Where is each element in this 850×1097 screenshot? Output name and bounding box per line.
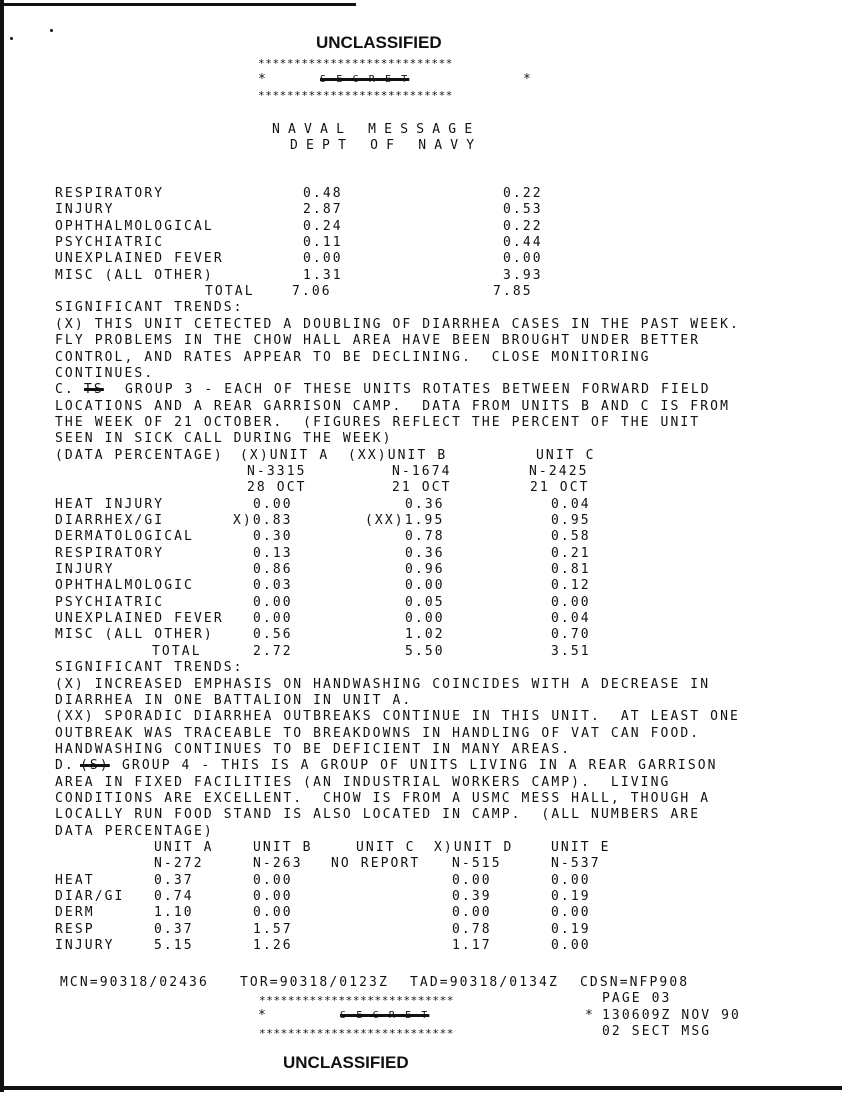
table1-row	[0, 251, 850, 266]
value: 0.44	[503, 235, 543, 251]
row-label: MISC (ALL OTHER)	[55, 627, 214, 643]
value: 0.74	[154, 889, 194, 905]
value: 0.56	[253, 627, 293, 643]
table1-row	[0, 202, 850, 217]
value: 0.00	[551, 872, 591, 888]
trend-line: (X) THIS UNIT CETECTED A DOUBLING OF DIARRHEA CASES IN THE PAST WEEK.	[55, 316, 740, 332]
total-label: TOTAL	[152, 643, 202, 659]
table1-total-row	[0, 284, 850, 299]
table2-row	[0, 611, 850, 626]
footer-secret-struck: S E C R E T	[340, 1010, 430, 1021]
value: (XX)1.95	[365, 513, 445, 528]
footer-page: PAGE 03	[602, 991, 672, 1006]
column-header: UNIT C	[536, 447, 596, 463]
value: 0.00	[253, 594, 293, 610]
table-caption: (DATA PERCENTAGE)	[55, 447, 224, 463]
paragraph-line: AREA IN FIXED FACILITIES (AN INDUSTRIAL WORKERS CAMP). LIVING	[55, 774, 671, 790]
trend-line: (XX) SPORADIC DIARRHEA OUTBREAKS CONTINUE IN THIS UNIT. AT LEAST ONE	[55, 709, 740, 725]
unit-date: 21 OCT	[530, 480, 590, 496]
value: 0.00	[303, 251, 343, 267]
trend-line: HANDWASHING CONTINUES TO BE DEFICIENT IN MANY AREAS.	[55, 741, 572, 757]
trend-line: DIARRHEA IN ONE BATTALION IN UNIT A.	[55, 692, 413, 708]
unit-n: NO REPORT	[331, 856, 421, 872]
column-header: (XX)UNIT B	[348, 447, 448, 463]
column-header: UNIT B	[253, 840, 313, 855]
unit-n: N-515	[452, 856, 502, 872]
value: 1.26	[253, 938, 293, 954]
value: 0.78	[452, 921, 492, 937]
paragraph-line: SEEN IN SICK CALL DURING THE WEEK)	[55, 431, 393, 447]
table3-row	[0, 889, 850, 904]
column-header: (X)UNIT A	[240, 447, 330, 463]
value: 0.00	[452, 872, 492, 888]
row-label: OPHTHALMOLOGICAL	[55, 218, 214, 234]
footer-secret-star-left: *	[258, 1008, 268, 1023]
table2-header	[0, 448, 850, 463]
value: 0.19	[551, 921, 591, 937]
trend-line: OUTBREAK WAS TRACEABLE TO BREAKDOWNS IN HANDLING OF VAT CAN FOOD.	[55, 725, 701, 741]
row-label: DERMATOLOGICAL	[55, 529, 194, 545]
total-value: 7.06	[292, 284, 332, 300]
row-label: UNEXPLAINED FEVER	[55, 611, 224, 627]
value: 0.00	[405, 611, 445, 627]
unit-n: N-263	[253, 856, 303, 872]
value: 0.36	[405, 545, 445, 561]
secret-struck: S E C R E T	[320, 74, 410, 85]
value: 0.78	[405, 529, 445, 545]
value: 0.22	[503, 218, 543, 234]
value: 0.04	[551, 496, 591, 512]
value: 0.00	[503, 251, 543, 267]
value: 0.00	[551, 938, 591, 954]
value: 0.13	[253, 545, 293, 561]
table2-total-row	[0, 644, 850, 659]
table3-n-row	[0, 856, 850, 871]
value: 0.30	[253, 529, 293, 545]
value: 0.21	[551, 545, 591, 561]
table3-row	[0, 873, 850, 888]
row-label: DERM	[55, 905, 95, 921]
table2-row	[0, 595, 850, 610]
row-label: UNEXPLAINED FEVER	[55, 251, 224, 267]
footer-tor: TOR=90318/0123Z	[240, 975, 389, 990]
struck-classification: TS	[84, 382, 104, 398]
paragraph-line: LOCATIONS AND A REAR GARRISON CAMP. DATA FROM UNITS B AND C IS FROM	[55, 398, 731, 414]
value: 1.10	[154, 905, 194, 921]
value: X)0.83	[233, 513, 293, 528]
value: 0.12	[551, 578, 591, 594]
paragraph-line: CONDITIONS ARE EXCELLENT. CHOW IS FROM A USMC MESS HALL, THOUGH A	[55, 790, 711, 806]
table3-row	[0, 938, 850, 953]
value: 2.87	[303, 202, 343, 218]
total-value: 3.51	[551, 643, 591, 659]
total-value: 2.72	[253, 643, 293, 659]
value: 0.22	[503, 186, 543, 201]
value: 0.58	[551, 529, 591, 545]
footer-dtg: 130609Z NOV 90	[602, 1008, 741, 1023]
row-label: DIARRHEX/GI	[55, 513, 165, 528]
value: 1.31	[303, 267, 343, 283]
footer-stars-bottom: ***************************	[259, 1027, 455, 1040]
paragraph-line: GROUP 4 - THIS IS A GROUP OF UNITS LIVING IN A REAR GARRISON	[122, 758, 718, 774]
row-label: INJURY	[55, 202, 115, 218]
row-label: DIAR/GI	[55, 889, 125, 905]
table2-row	[0, 562, 850, 577]
scan-edge-bottom	[0, 1086, 842, 1090]
column-header: UNIT C	[356, 840, 416, 855]
value: 0.96	[405, 562, 445, 578]
table3-row	[0, 905, 850, 920]
trend-line: CONTINUES.	[55, 365, 155, 381]
row-label: INJURY	[55, 562, 115, 578]
value: 0.39	[452, 889, 492, 905]
value: 0.00	[253, 905, 293, 921]
table2-row	[0, 513, 850, 528]
column-header: UNIT A	[154, 840, 214, 855]
unit-n: N-537	[551, 856, 601, 872]
trends-heading: SIGNIFICANT TRENDS:	[55, 300, 244, 316]
footer-cdsn: CDSN=NFP908	[580, 975, 690, 990]
value: 1.02	[405, 627, 445, 643]
row-label: RESPIRATORY	[55, 186, 165, 201]
value: 0.36	[405, 496, 445, 512]
table2-row	[0, 546, 850, 561]
value: 0.00	[551, 594, 591, 610]
paragraph-prefix: C.	[55, 382, 75, 398]
table3-header	[0, 840, 850, 855]
value: 0.03	[253, 578, 293, 594]
row-label: OPHTHALMOLOGIC	[55, 578, 194, 594]
footer-secret-star-right: *	[585, 1008, 595, 1023]
trends-heading: SIGNIFICANT TRENDS:	[55, 660, 244, 676]
header-stars-top: ***************************	[258, 57, 454, 70]
table1-row	[0, 235, 850, 250]
paragraph-line: GROUP 3 - EACH OF THESE UNITS ROTATES BETWEEN FORWARD FIELD	[125, 382, 711, 398]
row-label: HEAT INJURY	[55, 496, 165, 512]
table2-row	[0, 497, 850, 512]
star-right: *	[523, 72, 533, 87]
value: 0.00	[452, 905, 492, 921]
footer-stars-top: ***************************	[259, 994, 455, 1007]
unit-date: 21 OCT	[392, 480, 452, 496]
value: 1.17	[452, 938, 492, 954]
row-label: RESP	[55, 921, 95, 937]
value: 0.48	[303, 186, 343, 201]
scan-edge-top	[0, 3, 356, 6]
value: 0.05	[405, 594, 445, 610]
value: 0.00	[253, 496, 293, 512]
trend-line: (X) INCREASED EMPHASIS ON HANDWASHING COINCIDES WITH A DECREASE IN	[55, 676, 711, 692]
column-header: UNIT E	[551, 840, 611, 855]
scan-speck	[10, 37, 13, 40]
row-label: PSYCHIATRIC	[55, 594, 165, 610]
table2-n-row	[0, 464, 850, 479]
value: 5.15	[154, 938, 194, 954]
value: 3.93	[503, 267, 543, 283]
row-label: HEAT	[55, 872, 95, 888]
row-label: MISC (ALL OTHER)	[55, 267, 214, 283]
unit-n: N-1674	[392, 463, 452, 479]
value: 0.86	[253, 562, 293, 578]
value: 0.37	[154, 921, 194, 937]
trend-line: CONTROL, AND RATES APPEAR TO BE DECLINING. CLOSE MONITORING	[55, 349, 651, 365]
unit-date: 28 OCT	[247, 480, 307, 496]
column-header: X)UNIT D	[434, 840, 514, 855]
paragraph-line: THE WEEK OF 21 OCTOBER. (FIGURES REFLECT THE PERCENT OF THE UNIT	[55, 414, 701, 430]
value: 0.00	[551, 905, 591, 921]
value: 0.53	[503, 202, 543, 218]
table1-row	[0, 219, 850, 234]
trend-line: FLY PROBLEMS IN THE CHOW HALL AREA HAVE BEEN BROUGHT UNDER BETTER	[55, 333, 701, 349]
value: 0.95	[551, 513, 591, 528]
value: 1.57	[253, 921, 293, 937]
struck-classification: (S)	[80, 758, 110, 774]
unit-n: N-272	[154, 856, 204, 872]
value: 0.04	[551, 611, 591, 627]
star-left: *	[258, 72, 268, 87]
message-subtitle: DEPT OF NAVY	[290, 138, 483, 153]
table3-row	[0, 922, 850, 937]
paragraph-line: DATA PERCENTAGE)	[55, 823, 214, 839]
classification-bottom: UNCLASSIFIED	[283, 1053, 409, 1072]
table2-row	[0, 578, 850, 593]
value: 0.00	[253, 872, 293, 888]
table1-row	[0, 268, 850, 283]
value: 0.81	[551, 562, 591, 578]
value: 0.11	[303, 235, 343, 251]
table2-row	[0, 529, 850, 544]
value: 0.19	[551, 889, 591, 905]
header-stars-bottom: ***************************	[258, 89, 454, 102]
value: 0.00	[253, 611, 293, 627]
footer-mcn: MCN=90318/02436	[60, 975, 209, 990]
footer-tad: TAD=90318/0134Z	[410, 975, 559, 990]
value: 0.37	[154, 872, 194, 888]
unit-n: N-3315	[247, 463, 307, 479]
total-value: 7.85	[493, 284, 533, 300]
value: 0.70	[551, 627, 591, 643]
row-label: PSYCHIATRIC	[55, 235, 165, 251]
unit-n: N-2425	[529, 463, 589, 479]
scan-speck	[50, 29, 53, 32]
total-value: 5.50	[405, 643, 445, 659]
message-title: NAVAL MESSAGE	[272, 122, 481, 137]
value: 0.00	[253, 889, 293, 905]
row-label: RESPIRATORY	[55, 545, 165, 561]
value: 0.00	[405, 578, 445, 594]
table1-row	[0, 186, 850, 201]
paragraph-line: LOCALLY RUN FOOD STAND IS ALSO LOCATED IN CAMP. (ALL NUMBERS ARE	[55, 807, 701, 823]
table2-date-row	[0, 480, 850, 495]
total-label: TOTAL	[205, 284, 255, 300]
footer-section: 02 SECT MSG	[602, 1024, 712, 1039]
value: 0.24	[303, 218, 343, 234]
classification-top: UNCLASSIFIED	[316, 33, 442, 52]
table2-row	[0, 627, 850, 642]
row-label: INJURY	[55, 938, 115, 954]
paragraph-prefix: D.	[55, 758, 75, 774]
